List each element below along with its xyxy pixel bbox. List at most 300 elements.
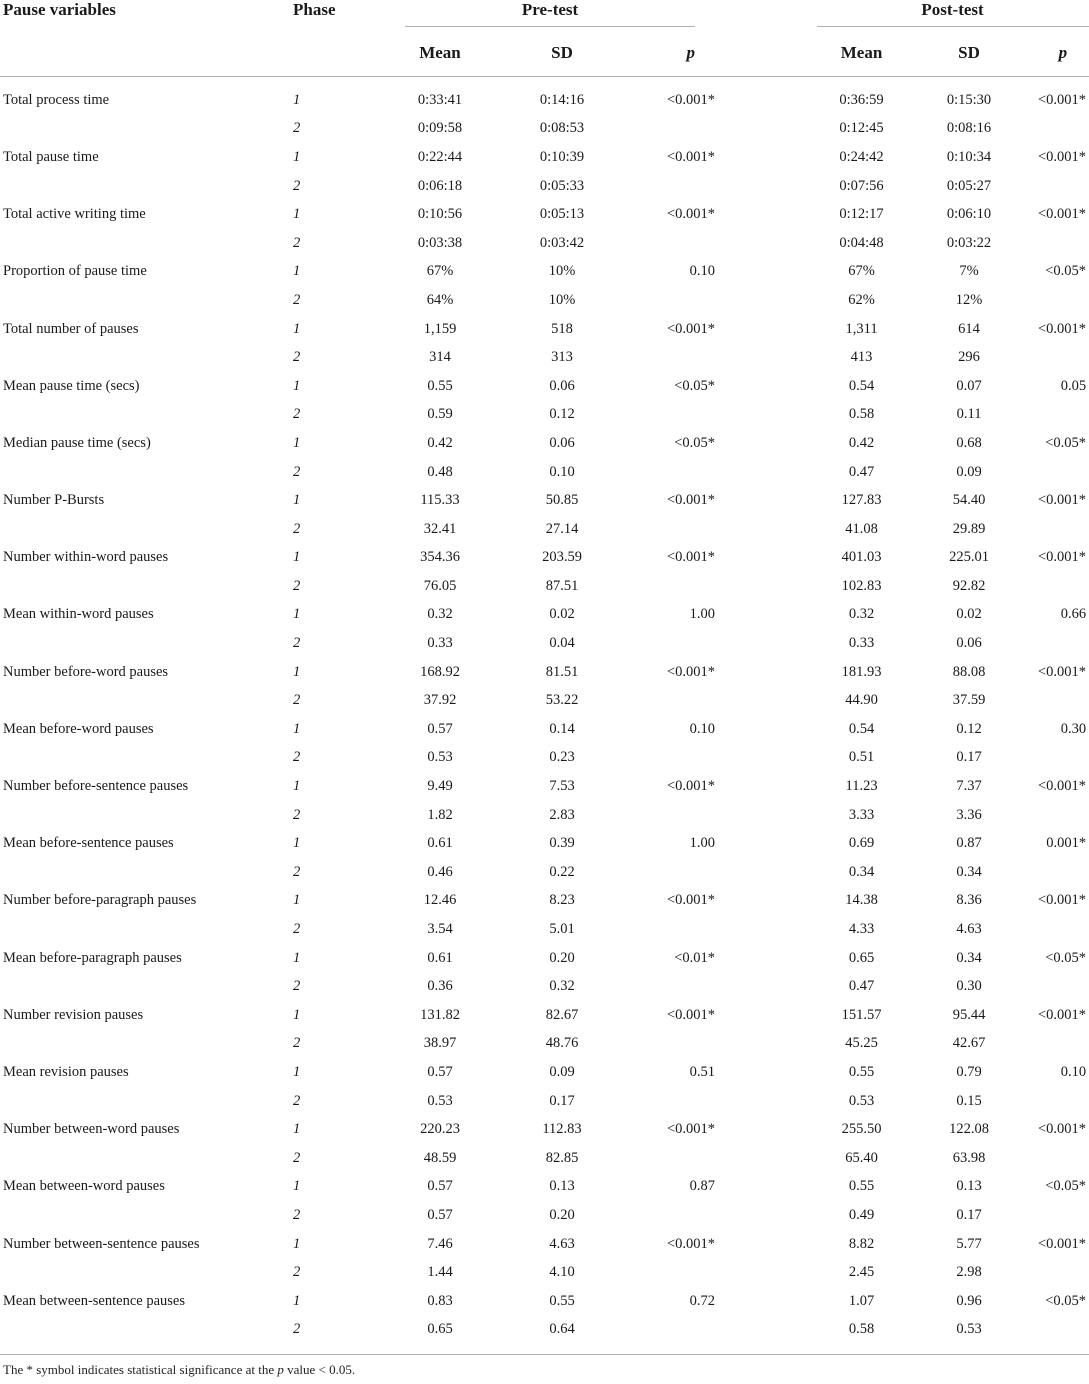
cell-variable: Number revision pauses — [3, 1006, 144, 1023]
cell-gap — [717, 1316, 816, 1345]
cell-post-mean: 255.50 — [841, 1121, 882, 1138]
cell-variable — [0, 801, 280, 830]
cell-post-sd: 0.30 — [956, 978, 982, 995]
cell-phase: 1 — [293, 720, 301, 737]
cell-post-p — [1031, 629, 1089, 658]
cell-pre-mean: 38.97 — [423, 1035, 457, 1052]
cell-gap — [717, 1001, 816, 1030]
cell-pre-p — [627, 401, 717, 430]
cell-phase: 2 — [293, 463, 301, 480]
cell-gap — [717, 286, 816, 315]
cell-post-mean: 0.47 — [848, 978, 875, 995]
cell-phase: 2 — [293, 921, 301, 938]
cell-pre-sd: 0.13 — [549, 1178, 575, 1195]
cell-pre-sd: 53.22 — [545, 692, 579, 709]
cell-gap — [717, 315, 816, 344]
cell-pre-sd: 4.10 — [549, 1264, 575, 1281]
cell-post-mean: 181.93 — [841, 663, 882, 680]
cell-gap — [717, 143, 816, 172]
cell-variable: Number between-word pauses — [3, 1121, 180, 1138]
cell-variable: Number before-word pauses — [3, 663, 169, 680]
cell-phase: 1 — [293, 1006, 301, 1023]
cell-pre-p — [627, 1258, 717, 1287]
cell-pre-sd: 0.09 — [549, 1063, 575, 1080]
cell-post-p — [1031, 115, 1089, 144]
cell-variable — [0, 515, 280, 544]
cell-pre-p: 0.72 — [689, 1292, 716, 1309]
cell-pre-mean: 0.46 — [427, 863, 453, 880]
table-row — [0, 258, 1089, 287]
cell-pre-sd: 112.83 — [542, 1121, 582, 1138]
cell-phase: 2 — [293, 806, 301, 823]
cell-phase: 1 — [293, 949, 301, 966]
cell-phase: 1 — [293, 1063, 301, 1080]
table-row — [0, 200, 1089, 229]
cell-pre-sd: 0:10:39 — [539, 148, 585, 165]
cell-pre-mean: 0.55 — [427, 377, 453, 394]
cell-pre-mean: 37.92 — [423, 692, 457, 709]
cell-phase: 2 — [293, 291, 301, 308]
cell-pre-sd: 87.51 — [545, 577, 579, 594]
cell-post-p: 0.05 — [1060, 377, 1087, 394]
header-pre-test — [383, 0, 717, 30]
cell-post-p: <0.05* — [1045, 1292, 1087, 1309]
cell-post-p — [1031, 1030, 1089, 1059]
cell-post-mean: 0:24:42 — [839, 148, 884, 165]
cell-post-mean: 14.38 — [845, 892, 878, 909]
cell-post-mean: 45.25 — [845, 1035, 878, 1052]
cell-post-p: 0.66 — [1060, 606, 1087, 623]
cell-pre-sd: 0.14 — [549, 720, 575, 737]
cell-phase: 2 — [293, 577, 301, 594]
cell-post-sd: 0.02 — [956, 606, 982, 623]
cell-pre-p: 1.00 — [689, 835, 716, 852]
cell-pre-mean: 0.65 — [427, 1321, 453, 1338]
cell-gap — [717, 486, 816, 515]
table-row — [0, 1030, 1089, 1059]
cell-gap — [717, 1287, 816, 1316]
cell-pre-p: 1.00 — [689, 606, 716, 623]
cell-post-sd: 0.07 — [956, 377, 982, 394]
cell-pre-sd: 0:05:13 — [539, 206, 585, 223]
cell-post-sd: 92.82 — [952, 577, 986, 594]
cell-pre-sd: 0.06 — [549, 377, 575, 394]
cell-variable — [0, 744, 280, 773]
table-row — [0, 343, 1089, 372]
cell-pre-sd: 0.39 — [549, 835, 575, 852]
cell-variable: Median pause time (secs) — [3, 434, 151, 451]
cell-pre-sd: 313 — [551, 349, 573, 366]
header-gap — [717, 0, 816, 30]
table-body — [0, 77, 1089, 1355]
cell-pre-mean: 0.83 — [427, 1292, 453, 1309]
cell-pre-sd: 203.59 — [542, 549, 582, 566]
cell-post-sd: 0:06:10 — [946, 206, 992, 223]
cell-post-mean: 8.82 — [848, 1235, 875, 1252]
cell-post-sd: 7% — [959, 263, 979, 280]
cell-phase: 1 — [293, 263, 301, 280]
header-pre-sd: SD — [551, 43, 573, 62]
cell-post-sd: 614 — [958, 320, 980, 337]
cell-gap — [717, 1058, 816, 1087]
cell-pre-p — [627, 915, 717, 944]
cell-post-sd: 3.36 — [956, 806, 982, 823]
cell-pre-p — [627, 629, 717, 658]
cell-phase: 1 — [293, 1178, 301, 1195]
cell-phase: 1 — [293, 549, 301, 566]
cell-pre-sd: 4.63 — [549, 1235, 575, 1252]
cell-pre-sd: 0.20 — [549, 949, 575, 966]
cell-post-mean: 413 — [850, 349, 873, 366]
cell-phase: 2 — [293, 978, 301, 995]
cell-pre-mean: 0:33:41 — [417, 91, 463, 108]
cell-post-sd: 7.37 — [956, 778, 982, 795]
cell-post-sd: 0:03:22 — [946, 234, 992, 251]
cell-pre-mean: 32.41 — [423, 520, 457, 537]
cell-pre-mean: 0.32 — [427, 606, 453, 623]
cell-pre-p: <0.001* — [666, 778, 716, 795]
cell-pre-p: <0.001* — [666, 549, 716, 566]
cell-variable: Mean between-word pauses — [3, 1178, 165, 1195]
cell-pre-p — [627, 744, 717, 773]
cell-variable: Total process time — [3, 91, 110, 108]
cell-post-sd: 296 — [958, 349, 980, 366]
cell-variable: Proportion of pause time — [3, 263, 147, 280]
cell-phase: 2 — [293, 1149, 301, 1166]
cell-pre-mean: 0:03:38 — [417, 234, 463, 251]
cell-post-p: <0.001* — [1038, 320, 1087, 337]
cell-pre-mean: 0:22:44 — [417, 148, 463, 165]
cell-pre-mean: 0.42 — [427, 434, 453, 451]
cell-post-p: <0.001* — [1038, 1121, 1087, 1138]
table-row — [0, 1316, 1089, 1345]
cell-pre-mean: 131.82 — [420, 1006, 460, 1023]
table-row — [0, 115, 1089, 144]
cell-pre-mean: 7.46 — [427, 1235, 453, 1252]
cell-post-p: <0.001* — [1038, 1235, 1087, 1252]
cell-pre-mean: 1.44 — [427, 1264, 453, 1281]
cell-gap — [717, 1230, 816, 1259]
cell-phase: 2 — [293, 692, 301, 709]
cell-pre-p — [627, 1030, 717, 1059]
cell-pre-mean: 115.33 — [420, 492, 460, 509]
cell-pre-mean: 354.36 — [420, 549, 460, 566]
cell-post-sd: 0.34 — [956, 863, 982, 880]
cell-variable: Mean before-sentence pauses — [3, 835, 174, 852]
table-row — [0, 744, 1089, 773]
cell-pre-p — [627, 458, 717, 487]
cell-post-sd: 4.63 — [956, 921, 982, 938]
cell-variable: Number between-sentence pauses — [3, 1235, 200, 1252]
cell-gap — [717, 829, 816, 858]
cell-post-sd: 12% — [955, 291, 983, 308]
cell-post-p: <0.05* — [1045, 1178, 1087, 1195]
cell-pre-p — [627, 801, 717, 830]
cell-pre-p — [627, 343, 717, 372]
cell-pre-sd: 8.23 — [549, 892, 575, 909]
cell-post-mean: 0.58 — [848, 406, 875, 423]
cell-phase: 2 — [293, 1092, 301, 1109]
cell-pre-p: <0.01* — [674, 949, 716, 966]
cell-pre-mean: 0:06:18 — [417, 177, 463, 194]
cell-pre-sd: 10% — [548, 291, 576, 308]
table-row — [0, 772, 1089, 801]
cell-post-mean: 0.54 — [848, 377, 875, 394]
cell-gap — [717, 801, 816, 830]
cell-pre-p: <0.001* — [666, 492, 716, 509]
cell-post-mean: 41.08 — [845, 520, 878, 537]
cell-post-p — [1031, 172, 1089, 201]
cell-pre-sd: 0.02 — [549, 606, 575, 623]
cell-pre-mean: 48.59 — [423, 1149, 457, 1166]
cell-pre-p: 0.10 — [689, 720, 716, 737]
header-post-sd: SD — [958, 43, 980, 62]
cell-post-p: <0.05* — [1045, 263, 1087, 280]
header-post-p: p — [1058, 43, 1068, 62]
cell-post-p — [1031, 401, 1089, 430]
cell-pre-mean: 67% — [426, 263, 454, 280]
table-row — [0, 1201, 1089, 1230]
cell-post-sd: 0.06 — [956, 635, 982, 652]
cell-pre-p: <0.001* — [666, 320, 716, 337]
cell-gap — [717, 686, 816, 715]
cell-post-p — [1031, 343, 1089, 372]
cell-pre-p — [627, 1201, 717, 1230]
cell-pre-sd: 82.67 — [545, 1006, 579, 1023]
cell-post-sd: 0.34 — [956, 949, 982, 966]
table-row — [0, 486, 1089, 515]
cell-pre-p: <0.001* — [666, 91, 716, 108]
cell-pre-p — [627, 1144, 717, 1173]
footnote-italic-p: p — [277, 1362, 284, 1377]
cell-post-p — [1031, 972, 1089, 1001]
cell-post-mean: 3.33 — [848, 806, 875, 823]
cell-variable: Mean within-word pauses — [3, 606, 154, 623]
header-post-mean: Mean — [840, 43, 883, 62]
header-post-test-label: Post-test — [817, 0, 1089, 27]
cell-pre-sd: 0.32 — [549, 978, 575, 995]
header-pre-p: p — [686, 43, 696, 62]
cell-post-sd: 0:05:27 — [946, 177, 992, 194]
cell-post-sd: 0:10:34 — [946, 148, 992, 165]
cell-pre-sd: 0:05:33 — [539, 177, 585, 194]
cell-post-mean: 44.90 — [845, 692, 878, 709]
cell-post-p: 0.001* — [1046, 835, 1087, 852]
cell-pre-sd: 48.76 — [545, 1035, 579, 1052]
cell-phase: 2 — [293, 749, 301, 766]
cell-gap — [717, 744, 816, 773]
cell-post-p: 0.30 — [1060, 720, 1087, 737]
cell-pre-p: <0.001* — [666, 1121, 716, 1138]
cell-post-sd: 63.98 — [952, 1149, 986, 1166]
cell-pre-mean: 12.46 — [423, 892, 457, 909]
cell-pre-p: <0.05* — [674, 434, 716, 451]
cell-phase: 1 — [293, 835, 301, 852]
cell-gap — [717, 715, 816, 744]
cell-post-p: <0.001* — [1038, 663, 1087, 680]
cell-post-mean: 401.03 — [841, 549, 882, 566]
cell-post-mean: 0.55 — [848, 1063, 875, 1080]
table-row — [0, 1058, 1089, 1087]
cell-gap — [717, 658, 816, 687]
cell-pre-p: <0.001* — [666, 892, 716, 909]
cell-phase: 2 — [293, 406, 301, 423]
cell-post-p — [1031, 1201, 1089, 1230]
cell-pre-mean: 0:10:56 — [417, 206, 463, 223]
cell-pre-mean: 0.57 — [427, 720, 453, 737]
cell-gap — [717, 1201, 816, 1230]
cell-gap — [717, 1115, 816, 1144]
cell-phase: 2 — [293, 520, 301, 537]
table-row — [0, 286, 1089, 315]
table-row — [0, 858, 1089, 887]
cell-pre-sd: 0:14:16 — [539, 91, 585, 108]
cell-variable — [0, 286, 280, 315]
cell-pre-p — [627, 115, 717, 144]
cell-variable: Number before-paragraph pauses — [3, 892, 197, 909]
cell-post-sd: 0.68 — [956, 434, 982, 451]
cell-post-p — [1031, 915, 1089, 944]
header-pre-test-label: Pre-test — [405, 0, 695, 27]
cell-pre-sd: 82.85 — [545, 1149, 579, 1166]
table-row — [0, 1287, 1089, 1316]
cell-pre-mean: 168.92 — [420, 663, 460, 680]
table-row — [0, 172, 1089, 201]
cell-pre-mean: 314 — [429, 349, 451, 366]
cell-post-sd: 37.59 — [952, 692, 986, 709]
cell-pre-mean: 220.23 — [420, 1121, 460, 1138]
table-row — [0, 658, 1089, 687]
header-post-test — [816, 0, 1089, 30]
cell-pre-mean: 0.61 — [427, 835, 453, 852]
table-row — [0, 829, 1089, 858]
cell-post-p: <0.001* — [1038, 892, 1087, 909]
cell-post-sd: 0.53 — [956, 1321, 982, 1338]
cell-phase: 2 — [293, 1206, 301, 1223]
table-row — [0, 944, 1089, 973]
cell-phase: 2 — [293, 120, 301, 137]
cell-post-mean: 0.53 — [848, 1092, 875, 1109]
cell-post-p — [1031, 286, 1089, 315]
cell-variable: Mean before-word pauses — [3, 720, 154, 737]
cell-gap — [717, 1173, 816, 1202]
cell-phase: 1 — [293, 206, 301, 223]
cell-phase: 1 — [293, 377, 301, 394]
cell-post-mean: 0:07:56 — [839, 177, 884, 194]
cell-post-mean: 127.83 — [841, 492, 882, 509]
cell-phase: 2 — [293, 234, 301, 251]
cell-phase: 2 — [293, 863, 301, 880]
cell-post-p: <0.001* — [1038, 778, 1087, 795]
cell-pre-p: 0.10 — [689, 263, 716, 280]
cell-variable — [0, 858, 280, 887]
cell-post-mean: 0.47 — [848, 463, 875, 480]
table-row — [0, 143, 1089, 172]
header-gap-2 — [717, 30, 816, 77]
cell-pre-sd: 518 — [551, 320, 573, 337]
cell-gap — [717, 172, 816, 201]
cell-gap — [717, 401, 816, 430]
cell-pre-p — [627, 172, 717, 201]
cell-pre-sd: 0.17 — [549, 1092, 575, 1109]
table-row — [0, 1144, 1089, 1173]
table-row — [0, 1087, 1089, 1116]
table-row — [0, 1001, 1089, 1030]
cell-pre-p — [627, 1087, 717, 1116]
cell-post-mean: 0.51 — [848, 749, 875, 766]
cell-pre-mean: 0.57 — [427, 1178, 453, 1195]
cell-gap — [717, 944, 816, 973]
cell-pre-mean: 0.57 — [427, 1063, 453, 1080]
cell-phase: 2 — [293, 349, 301, 366]
cell-post-p — [1031, 801, 1089, 830]
cell-pre-p: <0.001* — [666, 148, 716, 165]
cell-pre-p: <0.001* — [666, 1235, 716, 1252]
cell-variable — [0, 115, 280, 144]
cell-post-mean: 0:04:48 — [839, 234, 884, 251]
cell-post-mean: 0.42 — [848, 434, 875, 451]
cell-post-p — [1031, 458, 1089, 487]
cell-pre-mean: 0.57 — [427, 1206, 453, 1223]
cell-post-p: <0.001* — [1038, 492, 1087, 509]
cell-post-sd: 0.96 — [956, 1292, 982, 1309]
table-row — [0, 229, 1089, 258]
cell-gap — [717, 115, 816, 144]
cell-gap — [717, 229, 816, 258]
cell-gap — [717, 1087, 816, 1116]
cell-pre-p: 0.87 — [689, 1178, 716, 1195]
table-row — [0, 686, 1089, 715]
cell-post-p: <0.05* — [1045, 949, 1087, 966]
cell-post-sd: 0.11 — [956, 406, 982, 423]
cell-gap — [717, 77, 816, 115]
cell-post-mean: 0.32 — [848, 606, 875, 623]
cell-post-mean: 0.49 — [848, 1206, 875, 1223]
table-row — [0, 401, 1089, 430]
cell-pre-mean: 0.48 — [427, 463, 453, 480]
cell-post-p — [1031, 744, 1089, 773]
cell-pre-sd: 10% — [548, 263, 576, 280]
cell-post-mean: 0.69 — [848, 835, 875, 852]
cell-post-p — [1031, 229, 1089, 258]
cell-post-sd: 225.01 — [949, 549, 989, 566]
cell-variable — [0, 1087, 280, 1116]
cell-phase: 1 — [293, 434, 301, 451]
cell-post-p: <0.05* — [1045, 434, 1087, 451]
cell-gap — [717, 372, 816, 401]
table-row — [0, 1115, 1089, 1144]
cell-pre-mean: 0.53 — [427, 1092, 453, 1109]
table-row — [0, 77, 1089, 115]
cell-variable — [0, 401, 280, 430]
cell-gap — [717, 972, 816, 1001]
cell-variable: Total pause time — [3, 148, 99, 165]
cell-pre-mean: 0.61 — [427, 949, 453, 966]
cell-phase: 2 — [293, 635, 301, 652]
cell-post-sd: 0.87 — [956, 835, 982, 852]
cell-pre-p: <0.05* — [674, 377, 716, 394]
cell-variable — [0, 686, 280, 715]
cell-post-sd: 29.89 — [952, 520, 986, 537]
cell-gap — [717, 343, 816, 372]
table-row — [0, 429, 1089, 458]
cell-variable — [0, 629, 280, 658]
cell-gap — [717, 858, 816, 887]
footnote-text-before: The * symbol indicates statistical significance at the — [3, 1362, 278, 1377]
cell-post-sd: 88.08 — [952, 663, 986, 680]
table-row — [0, 372, 1089, 401]
cell-post-p — [1031, 1258, 1089, 1287]
